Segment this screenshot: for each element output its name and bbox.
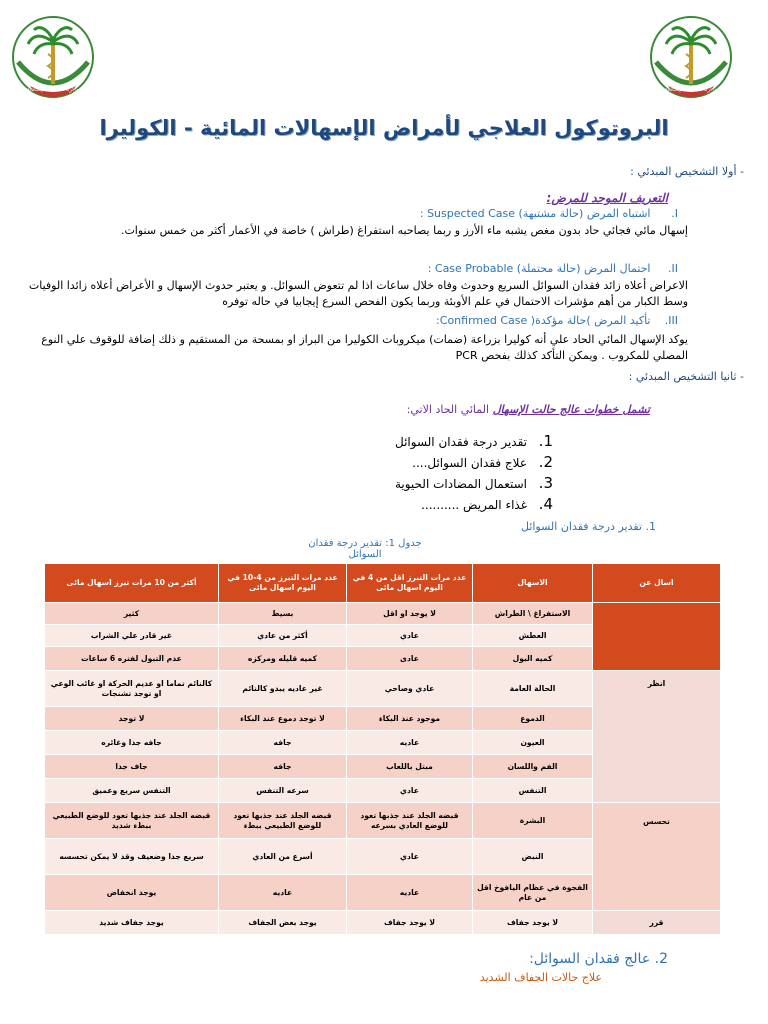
section-2-heading xyxy=(444,370,744,383)
table-cell: عادي xyxy=(347,625,473,647)
steps-intro-underlined: تشمل خطوات عالج حالت الإسهال xyxy=(492,403,650,416)
table-cell: كثير xyxy=(45,603,219,625)
table-cell: جافه xyxy=(219,755,347,779)
table-cell: كميه البول xyxy=(473,647,593,671)
step-number: 2. xyxy=(538,453,553,471)
table-cell: الحالة العامة xyxy=(473,671,593,707)
table-cell: عاديه xyxy=(347,875,473,911)
table-cell: أكثر من عادي xyxy=(219,625,347,647)
table-cell: أسرع من العادي xyxy=(219,839,347,875)
subsection-1-heading: 1. تقدير درجة فقدان السوائل xyxy=(520,520,656,533)
table-cell: عادي وصاحي xyxy=(347,671,473,707)
table-cell: مبتل باللعاب xyxy=(347,755,473,779)
table-cell: جافه جدا وغائره xyxy=(45,731,219,755)
table-cell: كميه قليله ومركزه xyxy=(219,647,347,671)
section-1-label: أولا التشخيص المبدئي : xyxy=(630,165,737,178)
table-header-cell: اسال عن xyxy=(593,564,721,603)
definition-heading: التعريف الموحد للمرض: xyxy=(546,191,668,205)
table-header-row xyxy=(45,564,721,603)
table-cell: سريع جدا وضعيف وقد لا يمكن تحسسه xyxy=(45,839,219,875)
table-cell: سرعه التنفس xyxy=(219,779,347,803)
item-1-title: اشتباه المرض (حالة مشتبهة) Suspected Case : xyxy=(419,207,651,220)
table-header-cell: أكثر من 10 مرات تبرز اسهال مائى xyxy=(45,564,219,603)
table-cell: جاف جدا xyxy=(45,755,219,779)
step-text: غذاء المريض .......... xyxy=(421,498,527,512)
table-category-cell: تحسس xyxy=(593,803,721,911)
subsection-2-heading: 2. عالج فقدان السوائل: xyxy=(529,951,668,967)
table-cell: قبضه الجلد عند جذبها تعود للوضع الطبيعي ببطء xyxy=(219,803,347,839)
table-cell: عادي xyxy=(347,779,473,803)
section-2-bullet: - xyxy=(740,370,744,383)
table-cell: عاديه xyxy=(347,731,473,755)
table-cell: عدم التبول لفتره 6 ساعات xyxy=(45,647,219,671)
table-category-cell: قرر xyxy=(593,911,721,935)
table-row xyxy=(45,911,721,935)
section-1-bullet: - xyxy=(740,165,744,178)
table-header-cell: الاسهال xyxy=(473,564,593,603)
table-cell: يوجد انخفاض xyxy=(45,875,219,911)
table-cell: الفجوة في عظام اليافوخ اقل من عام xyxy=(473,875,593,911)
step-item xyxy=(353,495,553,516)
table-row xyxy=(45,671,721,707)
table-cell: التنفس سريع وعميق xyxy=(45,779,219,803)
item-2-text-line-2: وسط الكبار من أهم مؤشرات الاحتمال في علم الأوبئة وربما يكون الفحص السرع إيجابيا في حاله توفره xyxy=(222,295,688,308)
item-1-text: إسهال مائي فجائي حاد بدون مغص يشبه ماء الأرز و ربما يصاحبه استفراغ (طراش ) خاصة في الأعمار أكثر من خمس سنوات. xyxy=(120,224,688,237)
logo-caption-right: وزارة الصحة الإتحادية xyxy=(664,86,718,93)
step-number: 3. xyxy=(538,474,553,492)
step-item xyxy=(353,474,553,495)
table-cell: لا توجد دموع عند البكاء xyxy=(219,707,347,731)
table-cell: الفم واللسان xyxy=(473,755,593,779)
subsection-2-note: علاج حالات الجفاف الشديد xyxy=(479,971,602,984)
table-cell: لا يوجد جفاف xyxy=(473,911,593,935)
table-cell: قبضه الجلد عند جذبها تعود للوضع العادي بسرعه xyxy=(347,803,473,839)
table-cell: لا توجد xyxy=(45,707,219,731)
item-3-title: تأكيد المرض )حالة مؤكدة( Confirmed Case: xyxy=(436,314,651,327)
step-number: 4. xyxy=(538,495,553,513)
table-cell: النبض xyxy=(473,839,593,875)
item-3-heading xyxy=(228,314,678,327)
table-cell: بسيط xyxy=(219,603,347,625)
item-1-heading xyxy=(228,207,678,220)
step-item xyxy=(353,432,553,453)
table-cell: عادي xyxy=(347,839,473,875)
item-3-text-line-1: يوكد الإسهال المائي الحاد علي أنه كوليرا بزراعة (ضمات) ميكروبات الكوليرا من البراز او بمسحة من المستقيم و ذلك إضافة للوقوف علي النوع xyxy=(41,333,688,346)
section-2-label: ثانيا التشخيص المبدئي : xyxy=(628,370,737,383)
table-cell: غير عاديه يبدو كالنائم xyxy=(219,671,347,707)
item-2-heading xyxy=(228,262,678,275)
table-cell: لا يوجد او اقل xyxy=(347,603,473,625)
table-cell: العطش xyxy=(473,625,593,647)
table-cell: عادى xyxy=(347,647,473,671)
logo-caption-left: وزارة الصحة الإتحادية xyxy=(26,86,80,93)
table-cell: لا يوجد جفاف xyxy=(347,911,473,935)
step-number: 1. xyxy=(538,432,553,450)
page-title: البروتوكول العلاجي لأمراض الإسهالات المائية - الكوليرا xyxy=(99,116,669,140)
table-header-cell: عدد مرات التبرز من 4-10 في اليوم اسهال مائى xyxy=(219,564,347,603)
table-row xyxy=(45,603,721,625)
section-1-heading xyxy=(444,165,744,178)
table-cell: العيون xyxy=(473,731,593,755)
table-category-cell: انظر xyxy=(593,671,721,803)
steps-intro xyxy=(250,403,650,416)
table-cell: قبضه الجلد عند جذبها تعود للوضع الطبيعي ببطء شديد xyxy=(45,803,219,839)
item-2-number: II. xyxy=(668,262,678,275)
table-category-cell xyxy=(593,603,721,671)
item-2-title: احتمال المرض (حالة محتملة) Case Probable : xyxy=(427,262,651,275)
step-text: علاج فقدان السوائل.... xyxy=(412,456,527,470)
table-cell: يوجد بعض الجفاف xyxy=(219,911,347,935)
item-2-text-line-1: الاعراض أعلاه زائد فقدان السوائل السريع وحدوث وفاه خلال ساعات اذا لم تتعوض السوائل. و يعتبر حدوث الإسهال و الأعراض أعلاه زائدا الوفيات xyxy=(28,279,688,292)
table-header-cell: عدد مرات التبرز اقل من 4 في اليوم اسهال مائى xyxy=(347,564,473,603)
table-cell: جافه xyxy=(219,731,347,755)
table-cell: كالنائم تماما او عديم الحركة او غائب الوعي او توجد تشنجات xyxy=(45,671,219,707)
dehydration-assessment-table xyxy=(44,563,721,935)
table-cell: موجود عند البكاء xyxy=(347,707,473,731)
step-text: تقدير درجة فقدان السوائل xyxy=(394,435,527,449)
table-cell: التنفس xyxy=(473,779,593,803)
item-3-text-line-2: المصلي للمكروب . ويمكن التأكد كذلك بفحص PCR xyxy=(455,349,688,362)
steps-list xyxy=(353,432,553,516)
step-text: استعمال المضادات الحيوية xyxy=(394,477,527,491)
steps-intro-rest: المائي الحاد الاتي: xyxy=(406,403,490,416)
table-caption: جدول 1: تقدير درجة فقدان السوائل xyxy=(308,538,422,560)
item-1-number: I. xyxy=(671,207,678,220)
table-cell: غير قادر علي الشراب xyxy=(45,625,219,647)
table-cell: الاستفراغ \ الطراش xyxy=(473,603,593,625)
step-item xyxy=(353,453,553,474)
table-cell: الدموع xyxy=(473,707,593,731)
table-row xyxy=(45,803,721,839)
table-cell: البشرة xyxy=(473,803,593,839)
table-cell: عاديه xyxy=(219,875,347,911)
table-cell: يوجد جفاف شديد xyxy=(45,911,219,935)
item-3-number: III. xyxy=(664,314,678,327)
